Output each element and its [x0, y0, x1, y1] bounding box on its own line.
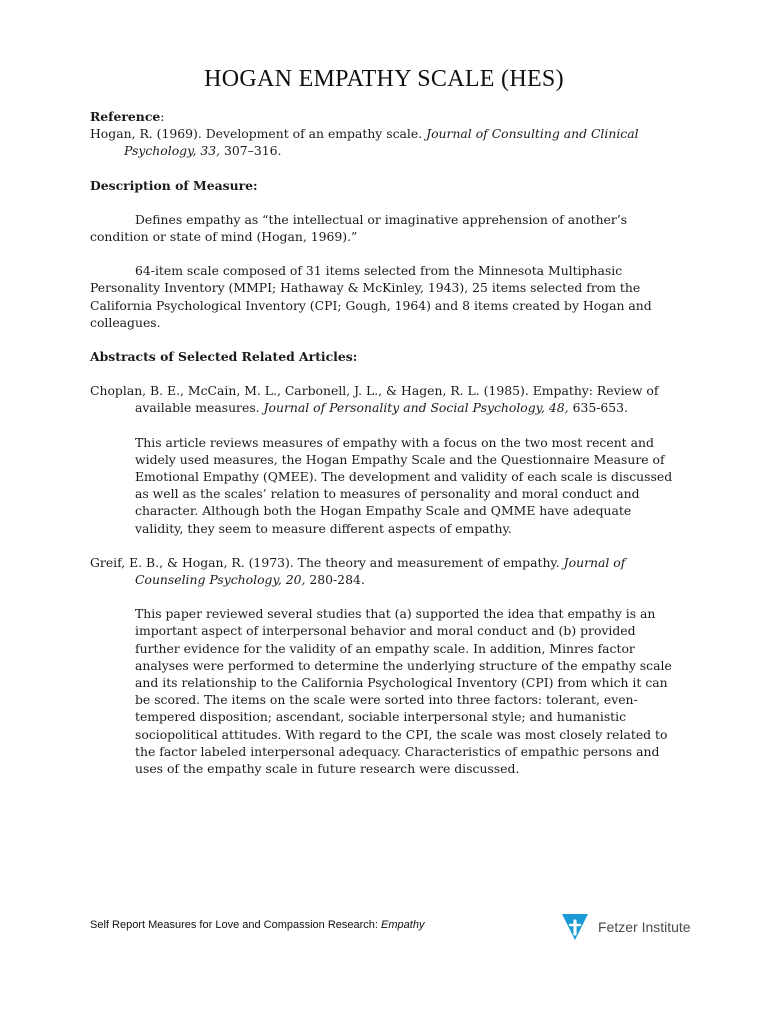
- description-paragraph-1: Defines empathy as “the intellectual or imaginative apprehension of another’s condition or state of mind (Hogan, 1969).”: [90, 211, 628, 245]
- fetzer-logo-icon: [560, 912, 590, 942]
- description-heading: Description of Measure:: [90, 177, 258, 193]
- article-2-authors: Greif, E. B., & Hogan, R. (1973). The theory and measurement of empathy.: [90, 554, 564, 570]
- fetzer-logo: [560, 912, 691, 942]
- reference-heading-colon: :: [160, 109, 165, 124]
- document-body: [90, 108, 680, 777]
- reference-heading: [90, 108, 680, 125]
- article-1-journal: Journal of Personality and Social Psychology, 48,: [263, 400, 569, 416]
- footer-caption: [90, 919, 424, 931]
- article-abstract-1: This article reviews measures of empathy with a focus on the two most recent and widely used measures, the Hogan Empathy Scale and the Questionnaire Measure of Emotional Empathy (QMEE). The development and validity of each scale is discussed as well as the scales’ relation to measures of personality and moral conduct and character. Although both the Hogan Empathy Scale and QMME have adequate validity, they seem to measure different aspects of empathy.: [135, 434, 673, 536]
- article-citation-1: [90, 382, 680, 416]
- article-abstract-2: This paper reviewed several studies that (a) supported the idea that empathy is an important aspect of interpersonal behavior and moral conduct and (b) provided further evidence for the validity of an empathy scale. In addition, Minres factor analyses were performed to determine the underlying structure of the empathy scale and its relationship to the California Psychological Inventory (CPI) from which it can be scored. The items on the scale were sorted into three factors: tolerant, even-tempered disposition; ascendant, sociable interpersonal style; and humanistic sociopolitical attitudes. With regard to the CPI, the scale was most closely related to the factor labeled interpersonal adequacy. Characteristics of empathic persons and uses of the empathy scale in future research were discussed.: [135, 606, 672, 777]
- logo-text: Fetzer Institute: [598, 919, 691, 935]
- article-2-pages: 280-284.: [305, 572, 365, 588]
- reference-heading-text: Reference: [90, 109, 161, 124]
- article-citation-2: [90, 554, 680, 588]
- footer-caption-italic: Empathy: [381, 919, 425, 931]
- reference-pages: 307–316.: [220, 143, 282, 159]
- article-1-pages: 635-653.: [568, 400, 628, 416]
- footer-caption-text: Self Report Measures for Love and Compassion Research:: [90, 919, 382, 931]
- reference-citation: [90, 125, 680, 159]
- reference-journal: Journal of Consulting and Clinical Psychology, 33,: [124, 126, 639, 159]
- reference-authors: Hogan, R. (1969). Development of an empathy scale.: [90, 126, 427, 142]
- description-paragraph-2: 64-item scale composed of 31 items selected from the Minnesota Multiphasic Personality Inventory (MMPI; Hathaway & McKinley, 1943), 25 items selected from the California Psychological Inventory (CPI; Gough, 1964) and 8 items created by Hogan and colleagues.: [90, 263, 652, 330]
- abstracts-heading: Abstracts of Selected Related Articles:: [90, 349, 358, 365]
- article-1-authors: Choplan, B. E., McCain, M. L., Carbonell, J. L., & Hagen, R. L. (1985). Empathy: Review of available measures.: [90, 383, 659, 416]
- article-2-journal: Journal of Counseling Psychology, 20,: [135, 554, 626, 588]
- page-title: HOGAN EMPATHY SCALE (HES): [204, 66, 564, 92]
